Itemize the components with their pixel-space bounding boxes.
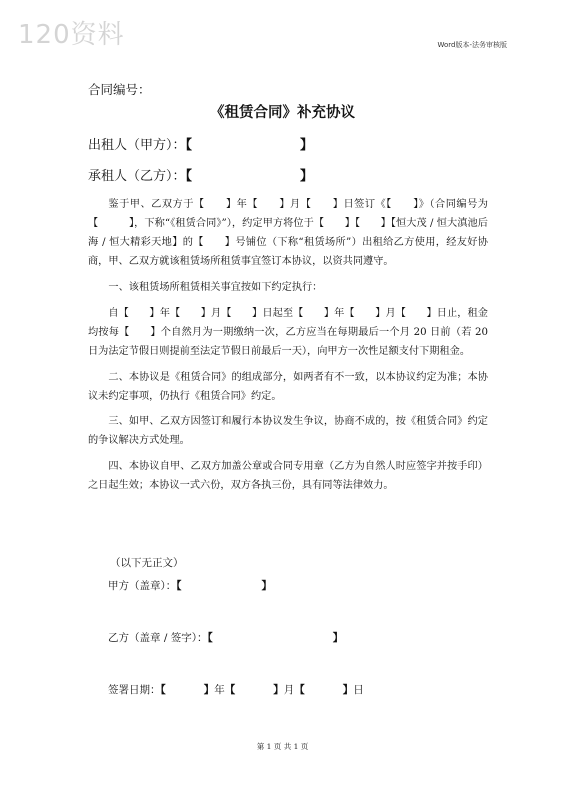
date-day-bracket-open: 【 — [294, 684, 305, 696]
intro-paragraph: 鉴于甲、乙双方于【 】年【 】月【 】日签订《【 】》（合同编号为【 】，下称“《租赁合同》”），约定甲方将位于【 】【 】【恒大茂 / 恒大滇池后海 / 恒大精彩天地】的【 】号铺位（下称“租赁场所”）出租给乙方使用，经友好协商，甲、乙双方就该租赁场所租赁事宜签订本协议，以资共同遵守。 — [88, 199, 488, 267]
year-label: 年 — [214, 684, 225, 696]
lessor-bracket-open: 【 — [185, 138, 193, 153]
page-footer: 第 1 页 共 1 页 — [256, 742, 309, 751]
signing-date-line — [108, 682, 364, 697]
agreement-body — [88, 195, 488, 502]
header-note: Word版本-法务审核版 — [437, 41, 507, 49]
signing-date-label: 签署日期： — [108, 684, 161, 696]
lessee-label: 承租人（乙方）： — [88, 169, 186, 184]
party-a-label: 甲方（盖章）： — [108, 580, 177, 592]
lessee-line — [88, 165, 313, 184]
document-title: 《租赁合同》补充协议 — [210, 104, 355, 121]
lessor-bracket-close: 】 — [300, 138, 314, 153]
lessor-label: 出租人（甲方）： — [88, 138, 186, 153]
lessee-bracket-close: 】 — [300, 169, 314, 184]
clause-1-body: 自【 】年【 】月【 】日起至【 】年【 】月【 】日止，租金均按每【 】个自然月为一期缴纳一次，乙方应当在每期最后一个月 20 日前（若 20 日为法定节假日则提前至法定节假日前最后一天），向甲方一次性足额支付下期租金。 — [88, 308, 488, 357]
party-a-bracket-close: 】 — [261, 580, 272, 592]
clause-1-heading: 一、该租赁场所租赁相关事宜按如下约定执行： — [108, 282, 323, 293]
day-label: 日 — [353, 684, 364, 696]
contract-number-label: 合同编号： — [88, 82, 151, 97]
lessor-line — [88, 134, 313, 153]
lessee-bracket-open: 【 — [185, 169, 193, 184]
party-b-bracket-open: 【 — [207, 632, 213, 644]
clause-2: 二、本协议是《租赁合同》的组成部分，如两者有不一致，以本协议约定为准；本协议未约定事项，仍执行《租赁合同》约定。 — [88, 372, 488, 402]
clause-3: 三、如甲、乙双方因签订和履行本协议发生争议，协商不成的，按《租赁合同》约定的争议解决方式处理。 — [88, 416, 488, 446]
date-day-bracket-close: 】 — [342, 684, 354, 696]
date-month-bracket-open: 【 — [224, 684, 236, 696]
date-month-bracket-close: 】 — [273, 684, 284, 696]
clause-4: 四、本协议自甲、乙双方加盖公章或合同专用章（乙方为自然人时应签字并按手印）之日起生效；本协议一式六份，双方各执三份，具有同等法律效力。 — [88, 461, 488, 491]
party-b-signature-line — [108, 630, 343, 645]
party-b-bracket-close: 】 — [332, 632, 344, 644]
party-a-signature-line — [108, 578, 272, 593]
watermark-logo: 120资料 — [18, 20, 125, 50]
party-a-bracket-open: 【 — [176, 580, 182, 592]
party-b-label: 乙方（盖章 / 签字）： — [108, 632, 208, 644]
date-year-bracket-open: 【 — [160, 684, 166, 696]
date-year-bracket-close: 】 — [203, 684, 215, 696]
no-more-text: （以下无正文） — [110, 557, 184, 569]
month-label: 月 — [283, 684, 295, 696]
